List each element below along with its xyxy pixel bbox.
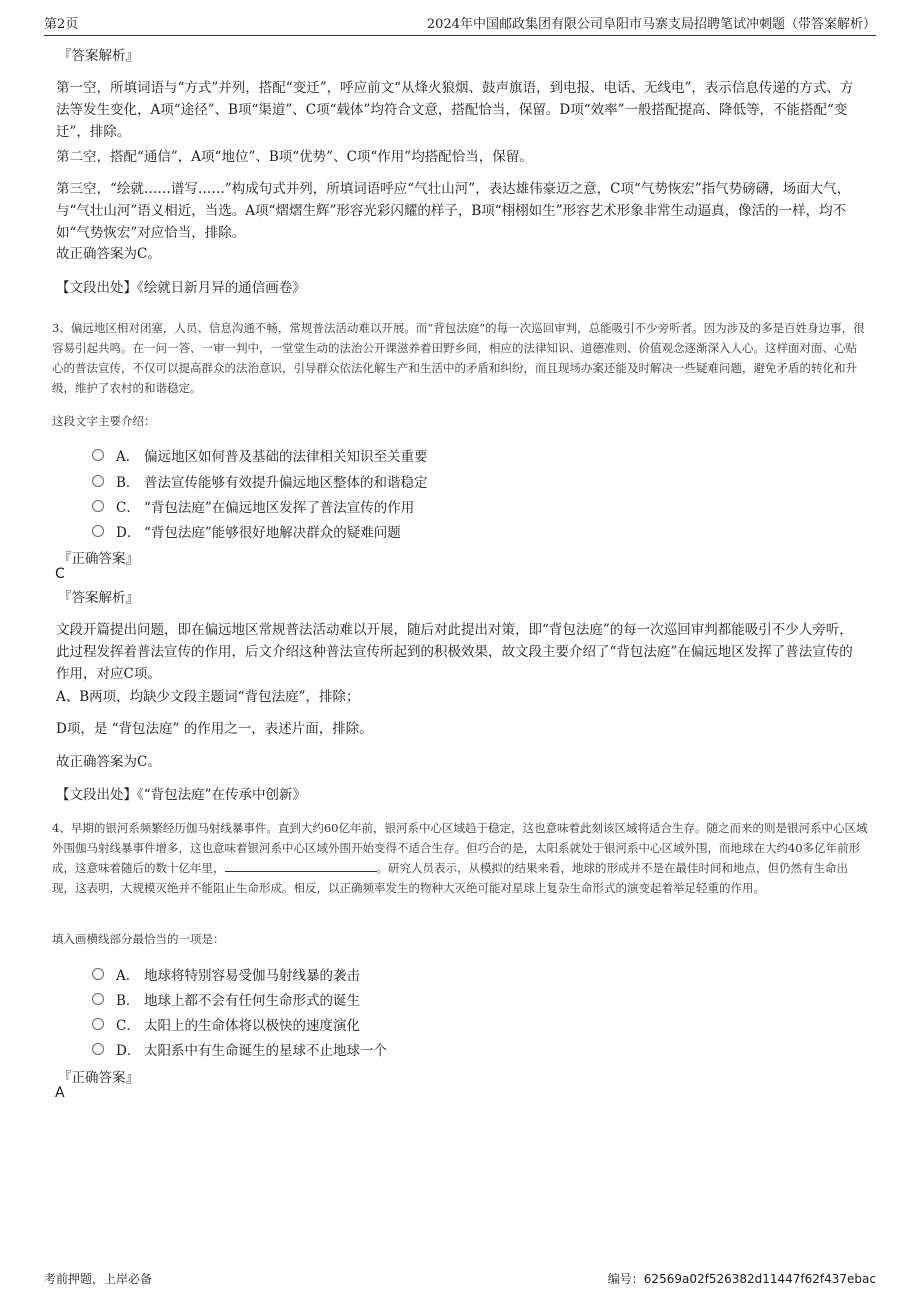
- option-text: “背包法庭”能够很好地解决群众的疑难问题: [144, 525, 401, 541]
- question-stem: 3、偏远地区相对闭塞，人员、信息沟通不畅，常规普法活动难以开展。而“背包法庭”的每一次巡回审判，总能吸引不少旁听者。因为涉及的多是百姓身边事，很容易引起共鸣。在一问一答、一审一判中，一堂堂生动的法治公开课滋养着田野乡间，相应的法律知识、道德准则、价值观念逐渐深入人心。这样面对面、心贴心的普法宣传，不仅可以提高群众的法治意识，引导群众依法化解生产和生活中的矛盾和纠纷，而且现场办案还能及时解决一些疑难问题，避免矛盾的转化和升级，维护了农村的和谐稳定。: [52, 321, 865, 395]
- option-letter: B．: [116, 993, 140, 1009]
- question-stem: [52, 818, 868, 898]
- radio-icon[interactable]: [92, 1043, 104, 1055]
- option-text: 偏远地区如何普及基础的法律相关知识至关重要: [144, 449, 428, 465]
- analysis-paragraph: 第一空，所填词语与“方式”并列，搭配“变迁”，呼应前文“从烽火狼烟、鼓声旗语，到电报、电话、无线电”，表示信息传递的方式、方法等发生变化，A项“途径”、B项“渠道”、C项“载体”均符合文意，搭配恰当，保留。D项“效率”一般搭配提高、降低等，不能搭配“变迁”，排除。: [56, 80, 854, 140]
- option-letter: D．: [116, 525, 141, 541]
- correct-answer: A: [55, 1085, 65, 1101]
- option-a[interactable]: [92, 964, 360, 984]
- radio-icon[interactable]: [92, 1018, 104, 1030]
- stem-text: 。研究人员表示，从模拟的结果来看，地球的形成并不是在最佳时间和地点，但仍然有生命出现，这表明，大规模灭绝并不能阻止生命形成。相反，以正确频率发生的物种大灭绝可能对星球上复杂生命形式的演变起着举足轻重的作用。: [52, 861, 848, 895]
- analysis-paragraph: 文段开篇提出问题，即在偏远地区常规普法活动难以开展，随后对此提出对策，即“背包法庭”的每一次巡回审判都能吸引不少人旁听，此过程发挥着普法宣传的作用，后文介绍这种普法宣传所起到的积极效果，故文段主要介绍了“背包法庭”在偏远地区发挥了普法宣传的作用，对应C项。: [56, 622, 853, 682]
- fill-blank: [225, 859, 377, 872]
- correct-answer: C: [55, 566, 65, 582]
- analysis-paragraph: D项，是 “背包法庭” 的作用之一，表述片面，排除。: [56, 721, 373, 737]
- page-header: [44, 8, 876, 36]
- analysis-paragraph: A、B两项，均缺少文段主题词“背包法庭”，排除；: [56, 689, 360, 705]
- option-b[interactable]: [92, 471, 428, 491]
- option-d[interactable]: [92, 521, 401, 541]
- option-c[interactable]: [92, 496, 414, 516]
- option-c[interactable]: [92, 1014, 360, 1034]
- document-title: 2024年中国邮政集团有限公司阜阳市马寨支局招聘笔试冲刺题（带答案解析）: [426, 17, 876, 32]
- conclusion: 故正确答案为C。: [56, 754, 161, 770]
- radio-icon[interactable]: [92, 500, 104, 512]
- option-letter: B．: [116, 475, 140, 491]
- option-letter: D．: [116, 1043, 141, 1059]
- option-text: 太阳上的生命体将以极快的速度演化: [144, 1018, 360, 1034]
- source-citation: 【文段出处】《“背包法庭”在传承中创新》: [56, 787, 307, 803]
- option-text: 太阳系中有生命诞生的星球不止地球一个: [144, 1043, 387, 1059]
- radio-icon[interactable]: [92, 449, 104, 461]
- page-footer: [44, 1270, 876, 1287]
- question-prompt: 这段文字主要介绍：: [52, 414, 156, 428]
- option-a[interactable]: [92, 445, 428, 465]
- option-text: 地球将特别容易受伽马射线暴的袭击: [144, 968, 360, 984]
- analysis-label: 『答案解析』: [58, 48, 139, 64]
- conclusion: 故正确答案为C。: [56, 246, 161, 262]
- option-letter: A．: [116, 968, 140, 984]
- option-b[interactable]: [92, 989, 360, 1009]
- radio-icon[interactable]: [92, 475, 104, 487]
- option-letter: C．: [116, 500, 140, 516]
- analysis-paragraph: 第三空，“绘就……谱写……”构成句式并列，所填词语呼应“气壮山河”，表达雄伟豪迈之意，C项“气势恢宏”指气势磅礴，场面大气，与“气壮山河”语义相近，当选。A项“熠熠生辉”形容光彩闪耀的样子，B项“栩栩如生”形容艺术形象非常生动逼真，像活的一样，均不如“气势恢宏”对应恰当，排除。: [56, 181, 851, 241]
- stem-text: 4、早期的银河系频繁经历伽马射线暴事件。直到大约60亿年前，银河系中心区域趋于稳定，这也意味着此刻该区域将适合生存。随之而来的则是银河系中心区域外围伽马射线暴事件增多，这也意味着银河系中心区域外围开始变得不适合生存。但巧合的是，太阳系就处于银河系中心区域外围，而地球在大约40多亿年前形成，这意味着随后的数十亿年里，: [52, 821, 868, 875]
- analysis-label: 『答案解析』: [58, 590, 139, 606]
- analysis-paragraph: 第二空，搭配“通信”，A项“地位”、B项“优势”、C项“作用”均搭配恰当，保留。: [56, 149, 533, 165]
- source-citation: 【文段出处】《绘就日新月异的通信画卷》: [56, 280, 306, 296]
- document-id: 编号：62569a02f526382d11447f62f437ebac: [607, 1272, 876, 1286]
- radio-icon[interactable]: [92, 525, 104, 537]
- answer-label: 『正确答案』: [58, 551, 139, 567]
- answer-label: 『正确答案』: [58, 1070, 139, 1086]
- footer-slogan: 考前押题，上岸必备: [44, 1272, 153, 1286]
- option-text: “背包法庭”在偏远地区发挥了普法宣传的作用: [144, 500, 415, 516]
- page-number: 第2页: [44, 17, 79, 32]
- radio-icon[interactable]: [92, 968, 104, 980]
- option-letter: A．: [116, 449, 140, 465]
- option-text: 普法宣传能够有效提升偏远地区整体的和谐稳定: [144, 475, 428, 491]
- radio-icon[interactable]: [92, 993, 104, 1005]
- option-text: 地球上都不会有任何生命形式的诞生: [144, 993, 360, 1009]
- question-prompt: 填入画横线部分最恰当的一项是：: [52, 932, 225, 946]
- option-letter: C．: [116, 1018, 140, 1034]
- option-d[interactable]: [92, 1039, 387, 1059]
